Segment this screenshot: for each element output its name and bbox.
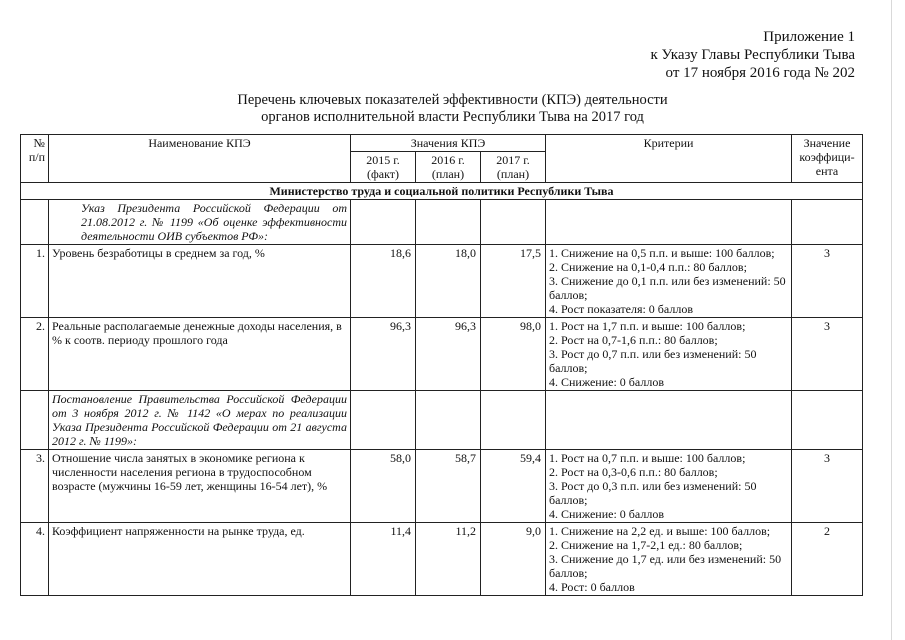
header-name: Наименование КПЭ [49, 135, 351, 183]
document-title [0, 92, 905, 126]
criterion: 2. Рост на 0,7-1,6 п.п.: 80 баллов; [549, 333, 718, 347]
appendix-line-1: Приложение 1 [763, 29, 855, 45]
row-2015: 18,6 [351, 245, 416, 318]
header-coef: Значение коэффици-ента [792, 135, 863, 183]
decree-text: Указ Президента Российской Федерации от 21.08.2012 г. № 1199 «Об оценке эффективности деятельности ОИВ субъектов РФ»: [49, 200, 351, 245]
row-name: Коэффициент напряженности на рынке труда, ед. [49, 523, 351, 596]
criterion: 4. Снижение: 0 баллов [549, 375, 664, 389]
criterion: 1. Снижение на 0,5 п.п. и выше: 100 баллов; [549, 246, 775, 260]
appendix-header [650, 28, 855, 82]
row-coef: 3 [792, 450, 863, 523]
header-criteria: Критерии [546, 135, 792, 183]
decree-text: Постановление Правительства Российской Федерации от 3 ноября 2012 г. № 1142 «О мерах по реализации Указа Президента Российской Федерации от 21 августа 2012 г. № 1199»: [49, 391, 351, 450]
criterion: 3. Снижение до 0,1 п.п. или без изменений: 50 баллов; [549, 274, 786, 302]
row-2017: 98,0 [481, 318, 546, 391]
row-2017: 9,0 [481, 523, 546, 596]
table-row [21, 523, 863, 596]
criterion: 3. Снижение до 1,7 ед. или без изменений: 50 баллов; [549, 552, 782, 580]
row-2015: 58,0 [351, 450, 416, 523]
decree-row [21, 200, 863, 245]
header-2015: 2015 г. (факт) [351, 152, 416, 183]
table-row [21, 245, 863, 318]
kpi-table [20, 134, 863, 596]
header-2016: 2016 г. (план) [416, 152, 481, 183]
row-2017: 17,5 [481, 245, 546, 318]
appendix-line-2: к Указу Главы Республики Тыва [650, 47, 855, 63]
criterion: 4. Рост показателя: 0 баллов [549, 302, 693, 316]
title-line-2: органов исполнительной власти Республики Тыва на 2017 год [261, 109, 644, 125]
row-num: 3. [21, 450, 49, 523]
criterion: 1. Рост на 1,7 п.п. и выше: 100 баллов; [549, 319, 746, 333]
row-2016: 18,0 [416, 245, 481, 318]
decree-row [21, 391, 863, 450]
row-name: Отношение числа занятых в экономике региона к численности населения региона в трудоспособном возрасте (мужчины 16-59 лет, женщины 16-54 лет), % [49, 450, 351, 523]
row-2016: 11,2 [416, 523, 481, 596]
criterion: 2. Рост на 0,3-0,6 п.п.: 80 баллов; [549, 465, 718, 479]
title-line-1: Перечень ключевых показателей эффективности (КПЭ) деятельности [237, 92, 668, 108]
row-criteria [546, 450, 792, 523]
criterion: 2. Снижение на 1,7-2,1 ед.: 80 баллов; [549, 538, 743, 552]
criterion: 1. Рост на 0,7 п.п. и выше: 100 баллов; [549, 451, 746, 465]
table-row [21, 450, 863, 523]
row-coef: 2 [792, 523, 863, 596]
criterion: 4. Рост: 0 баллов [549, 580, 635, 594]
criterion: 3. Рост до 0,7 п.п. или без изменений: 50 баллов; [549, 347, 757, 375]
row-2016: 58,7 [416, 450, 481, 523]
row-2015: 11,4 [351, 523, 416, 596]
row-num: 4. [21, 523, 49, 596]
header-values: Значения КПЭ [351, 135, 546, 152]
row-2015: 96,3 [351, 318, 416, 391]
criterion: 1. Снижение на 2,2 ед. и выше: 100 баллов; [549, 524, 771, 538]
table-row [21, 318, 863, 391]
row-name: Реальные располагаемые денежные доходы населения, в % к соотв. периоду прошлого года [49, 318, 351, 391]
row-criteria [546, 245, 792, 318]
row-2016: 96,3 [416, 318, 481, 391]
row-name: Уровень безработицы в среднем за год, % [49, 245, 351, 318]
header-2017: 2017 г. (план) [481, 152, 546, 183]
row-criteria [546, 318, 792, 391]
criterion: 4. Снижение: 0 баллов [549, 507, 664, 521]
row-num: 2. [21, 318, 49, 391]
scan-edge [891, 0, 892, 640]
section-title: Министерство труда и социальной политики Республики Тыва [21, 183, 863, 200]
appendix-line-3: от 17 ноября 2016 года № 202 [665, 65, 855, 81]
row-criteria [546, 523, 792, 596]
criterion: 3. Рост до 0,3 п.п. или без изменений: 50 баллов; [549, 479, 757, 507]
row-2017: 59,4 [481, 450, 546, 523]
criterion: 2. Снижение на 0,1-0,4 п.п.: 80 баллов; [549, 260, 747, 274]
header-num: № п/п [21, 135, 49, 183]
row-num: 1. [21, 245, 49, 318]
row-coef: 3 [792, 245, 863, 318]
row-coef: 3 [792, 318, 863, 391]
